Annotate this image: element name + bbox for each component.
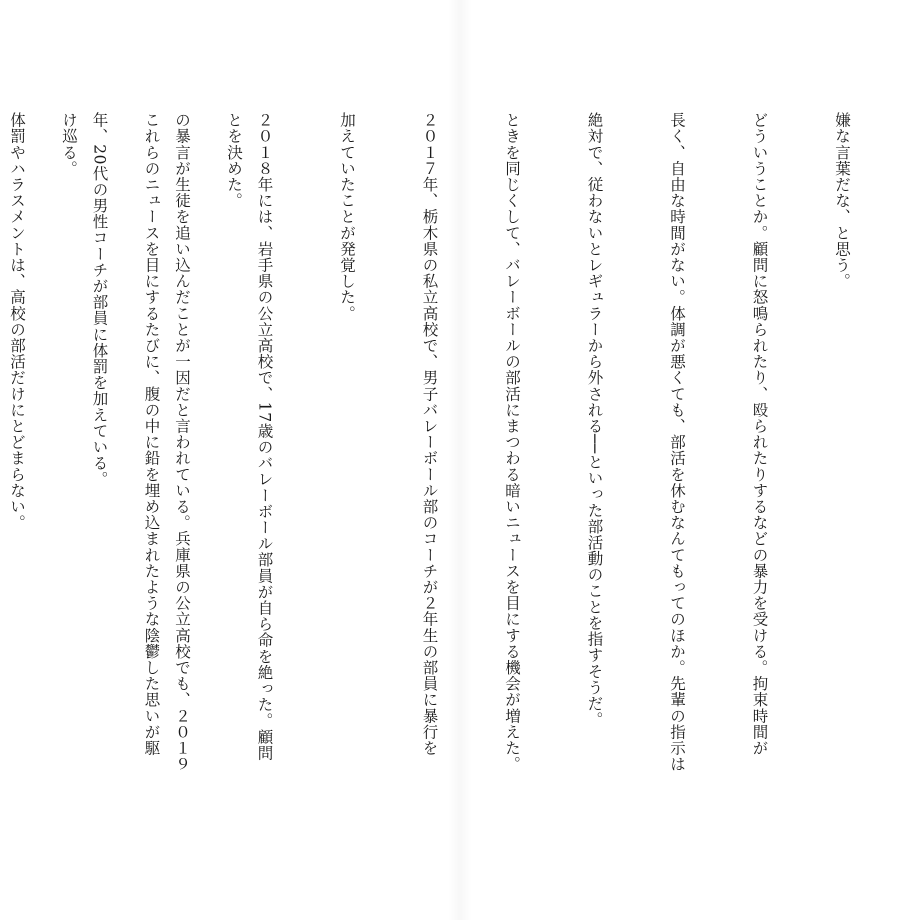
text-line: け巡る。 xyxy=(60,112,78,177)
text-line: ときを同じくして、バレーボールの部活にまつわる暗いニュースを目にする機会が増えた。 xyxy=(503,112,521,773)
text-line: これらのニュースを目にするたびに、腹の中に鉛を埋め込まれたような陰鬱した思いが駆 xyxy=(142,112,161,756)
text-line: 年、20代の男性コーチが部員に体罰を加えている。 xyxy=(90,112,109,488)
text-line: 嫌な言葉だな、と思う。 xyxy=(833,112,851,290)
text-line: 加えていたことが発覚した。 xyxy=(338,112,356,322)
text-line: ２０１８年には、岩手県の公立高校で、17歳のバレーボール部員が自ら命を絶った。顧問 xyxy=(255,112,274,761)
text-line: の暴言が生徒を追い込んだことが一因だと言われている。兵庫県の公立高校でも、２０１９ xyxy=(173,112,191,773)
book-gutter xyxy=(448,0,472,920)
text-line: 体罰やハラスメントは、高校の部活だけにとどまらない。 xyxy=(8,112,26,531)
left-page xyxy=(0,0,450,920)
text-line: 長く、自由な時間がない。体調が悪くても、部活を休むなんてもってのほか。先輩の指示は xyxy=(668,112,686,773)
text-line: ２０１７年、栃木県の私立高校で、男子バレーボール部のコーチが２年生の部員に暴行を xyxy=(420,112,439,756)
text-line: 絶対で、従わないとレギュラーから外される──といった部活動のことを指すそうだ。 xyxy=(585,112,604,728)
text-line: どういうことか。顧問に怒鳴られたり、殴られたりするなどの暴力を受ける。拘束時間が xyxy=(750,112,769,756)
left-page-text xyxy=(0,112,302,812)
text-line: とを決めた。 xyxy=(225,112,243,209)
